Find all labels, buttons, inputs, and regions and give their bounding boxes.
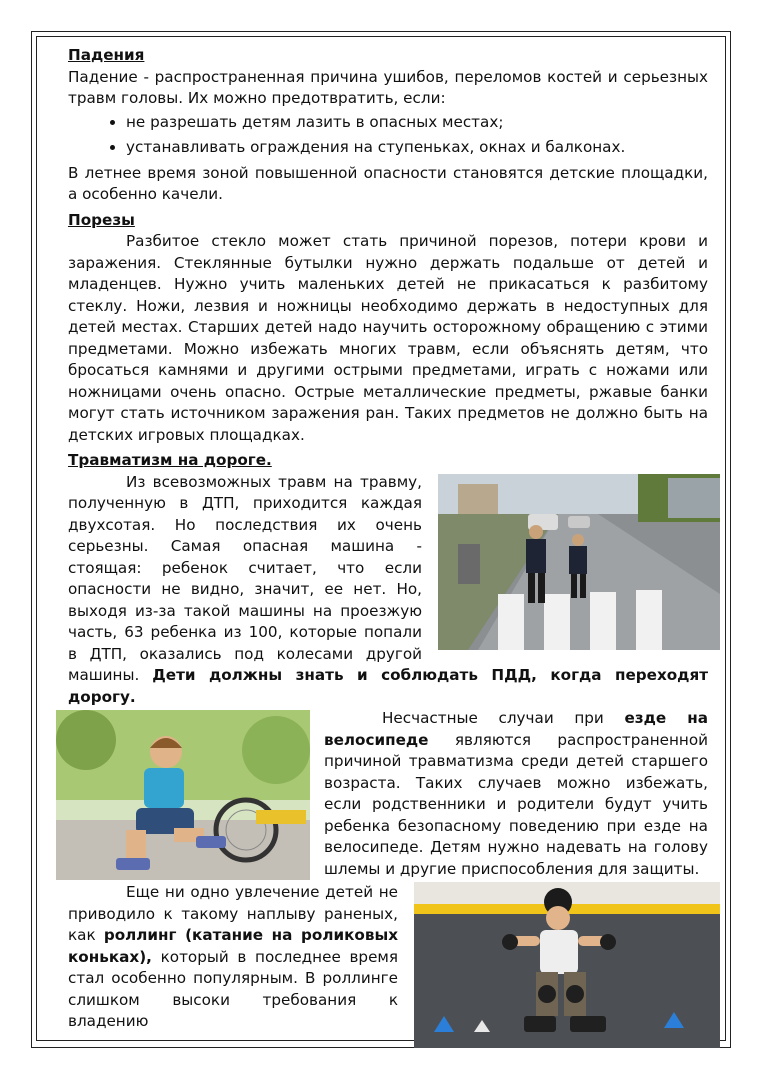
crosswalk-photo-image: [438, 474, 720, 650]
list-item: • не разрешать детям лазить в опасных местах;: [126, 112, 708, 134]
bike-text-bold: езде на велосипеде: [324, 709, 708, 749]
cuts-heading: Порезы: [68, 210, 135, 229]
falls-heading: Падения: [68, 46, 145, 64]
road-heading: Травматизм на дороге.: [68, 451, 272, 469]
falls-bullet-list: [68, 112, 708, 159]
bike-fall-photo-image: [56, 710, 310, 880]
rolling-text-bold: роллинг (катание на роликовых коньках),: [68, 926, 399, 966]
crosswalk-photo: [438, 474, 720, 650]
cuts-text: Разбитое стекло может стать причиной порезов, потери крови и заражения. Стеклянные бутылки нужно держать подальше от детей и младенцев. Нужно учить маленьких детей не прикасаться к разбитому стеклу. Ножи, лезвия и ножницы необходимо держать в недоступных для детей местах. Старших детей надо научить осторожному обращению с этими предметами. Можно избежать многих травм, если объяснять детям, что бросаться камнями и другими острыми предметами, играть с ножами или ножницами очень опасно. Острые металлические предметы, ржавые банки могут стать источником заражения ран. Таких предметов не должно быть на детских игровых площадках.: [68, 232, 708, 444]
bike-fall-photo: [56, 710, 310, 880]
document-page: [68, 45, 708, 1048]
list-item: • устанавливать ограждения на ступеньках, окнах и балконах.: [126, 137, 708, 159]
falls-intro: Падение - распространенная причина ушибов, переломов костей и серьезных травм головы. Их можно предотвратить, если:: [68, 67, 708, 107]
road-text-main: Из всевозможных травм на травму, полученную в ДТП, приходится каждая двухсотая. Но последствия их очень серьезны. Самая опасная машина - стоящая: ребенок считает, что если опасности не видно, значит, ее нет. Но, выходя из-за такой машины на проезжую часть, 63 ребенка из 100, которые попали в ДТП, оказались под колесами другой машины.: [68, 472, 422, 684]
bike-text-main: являются распространенной причиной травматизма среди детей старшего возраста. Таких случаев можно избежать, если родственники и родители будут учить ребенка безопасному поведению при езде на велосипеде. Детям нужно надевать на голову шлемы и другие приспособления для защиты.: [324, 730, 708, 878]
road-text-bold: Дети должны знать и соблюдать ПДД, когда переходят дорогу.: [68, 666, 708, 706]
rolling-text-pre: Еще ни одно увлечение детей не приводило к такому наплыву раненых, как: [68, 883, 398, 944]
falls-summer-text: В летнее время зоной повышенной опасности становятся детские площадки, а особенно качели.: [68, 163, 708, 203]
roller-skater-photo: [414, 882, 720, 1048]
bike-text-pre: Несчастные случаи при: [382, 709, 604, 727]
rolling-text-main: который в последнее время стал особенно популярным. В роллинге слишком высоки требования к владению: [68, 947, 399, 1030]
roller-skater-photo-image: [414, 882, 720, 1048]
